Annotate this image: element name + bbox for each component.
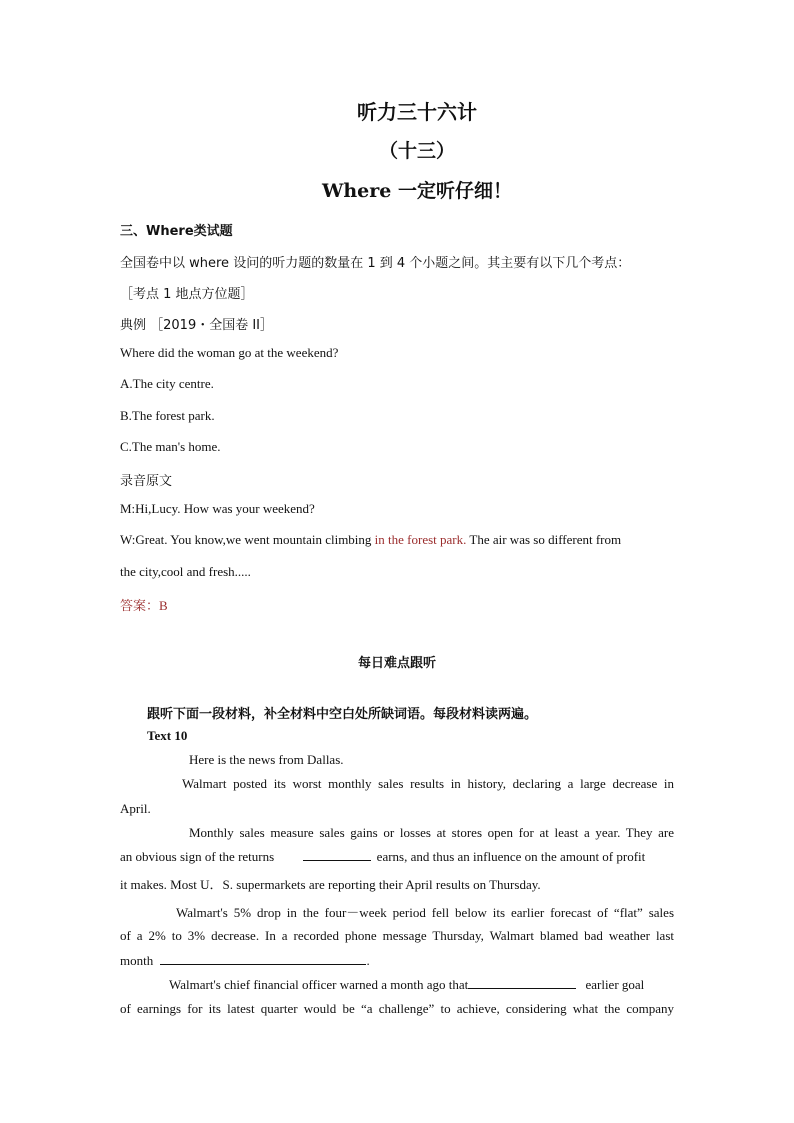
answer-value: B (159, 598, 168, 613)
answer-line (120, 595, 168, 614)
paragraph-2-line-2: April. (120, 801, 151, 816)
dialog-highlight: in the forest park. (374, 532, 467, 547)
paragraph-1: Here is the news from Dallas. (189, 752, 344, 767)
paragraph-4-line-2: of a 2% to 3% decrease. In a recorded phone message Thursday, Walmart blamed bad weather last (120, 928, 674, 943)
fill-blank-3[interactable] (468, 977, 576, 989)
option-a: A.The city centre. (120, 376, 214, 391)
document-topic: Where 一定听仔细！ (322, 180, 512, 202)
dialog-woman-part1: W:Great. You know,we went mountain climbing (120, 532, 375, 547)
document-subtitle: （十三） (378, 140, 455, 162)
option-c: C.The man's home. (120, 439, 221, 454)
section-intro: 全国卷中以 where 设问的听力题的数量在 1 到 4 个小题之间。其主要有以下几个考点： (120, 256, 631, 271)
paragraph-5-line-1a: Walmart's chief financial officer warned a month ago that (169, 977, 469, 992)
dialog-woman-part2: The air was so different from (466, 532, 622, 547)
paragraph-3-line-2 (120, 849, 674, 865)
paragraph-3-line-2b: earns, and thus an influence on the amount of profit (376, 849, 646, 864)
paragraph-5-line-1 (169, 977, 644, 993)
answer-label: 答案： (120, 599, 160, 614)
question-text: Where did the woman go at the weekend? (120, 345, 339, 360)
daily-instruction: 跟听下面一段材料，补全材料中空白处所缺词语。每段材料读两遍。 (147, 707, 538, 722)
paragraph-4-line-3: month . (120, 953, 370, 968)
paragraph-3-line-3: it makes. Most U．S. supermarkets are reporting their April results on Thursday. (120, 877, 541, 892)
example-label: 典例 ［2019・全国卷 II］ (120, 318, 274, 333)
fill-blank-1[interactable] (303, 849, 371, 861)
text-label: Text 10 (147, 728, 188, 743)
option-b: B.The forest park. (120, 408, 215, 423)
dialog-woman-cont: the city,cool and fresh..... (120, 564, 251, 579)
dialog-man: M:Hi,Lucy. How was your weekend? (120, 501, 315, 516)
paragraph-4-line-1: Walmart's 5% drop in the four－week period fell below its earlier forecast of “flat” sales (176, 905, 674, 920)
exam-point: ［考点 1 地点方位题］ (120, 287, 254, 302)
transcript-label: 录音原文 (120, 474, 173, 489)
paragraph-2-line-1: Walmart posted its worst monthly sales results in history, declaring a large decrease in (182, 776, 674, 791)
document-title: 听力三十六计 (357, 100, 477, 124)
fill-blank-2[interactable] (160, 953, 366, 965)
daily-heading: 每日难点跟听 (357, 656, 436, 671)
paragraph-5-line-2: of earnings for its latest quarter would be “a challenge” to achieve, considering what the company (120, 1001, 674, 1016)
dialog-woman (120, 532, 674, 548)
paragraph-4-line-3-text: month (120, 953, 154, 968)
paragraph-5-line-1b: earlier goal (585, 977, 645, 992)
paragraph-3-line-1: Monthly sales measure sales gains or losses at stores open for at least a year. They are (189, 825, 674, 840)
paragraph-3-line-2a: an obvious sign of the returns (120, 849, 275, 864)
section-heading: 三、Where类试题 (120, 224, 233, 239)
